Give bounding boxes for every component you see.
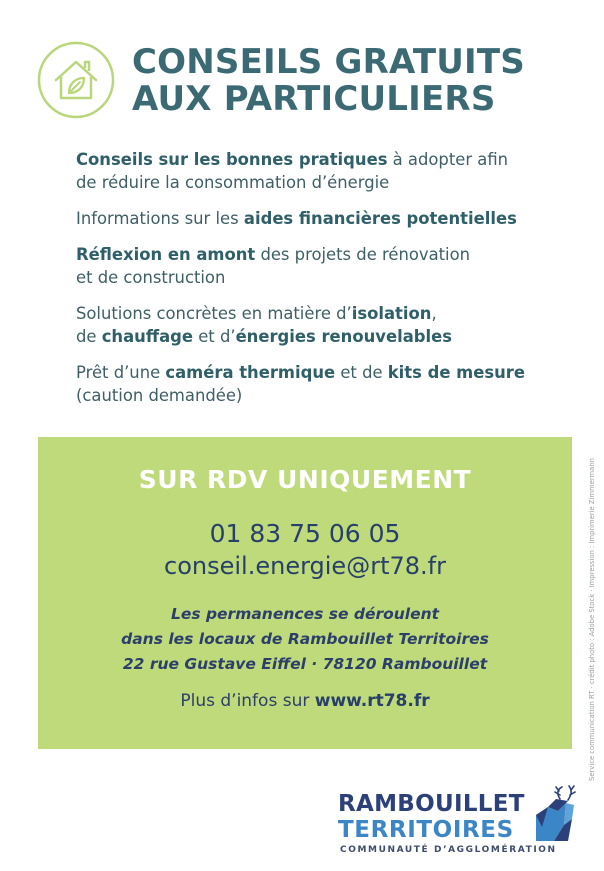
benefit-item [76,148,576,194]
email-address[interactable]: conseil.energie@rt78.fr [164,552,446,580]
benefit-text: et de [335,363,388,382]
benefit-line [76,207,576,230]
benefit-item [76,207,576,230]
benefit-text: des projets de rénovation [255,245,471,264]
benefit-item [76,302,576,348]
benefit-line [76,325,576,348]
benefit-text: , [431,304,437,323]
benefit-text: de [76,327,102,346]
location-line-1: Les permanences se déroulent [170,605,440,623]
page-title [132,44,572,118]
appointment-title: SUR RDV UNIQUEMENT [138,465,472,494]
benefit-highlight: kits de mesure [387,363,525,382]
benefit-item [76,243,576,289]
benefit-highlight: caméra thermique [165,363,336,382]
benefit-text: et de construction [76,268,226,287]
benefit-text: Solutions concrètes en matière d’ [76,304,352,323]
benefits-list [76,148,576,420]
benefit-text: Informations sur les [76,209,244,228]
benefit-line [76,384,576,407]
benefit-text: (caution demandée) [76,386,243,405]
benefit-highlight: aides financières potentielles [243,209,517,228]
logo-line-1: RAMBOUILLET [338,791,525,817]
benefit-text: de réduire la consommation d’énergie [76,173,390,192]
title-line-1: CONSEILS GRATUITS [132,42,525,82]
eco-house-icon [36,40,116,120]
benefit-line [76,302,576,325]
benefit-line [76,266,576,289]
logo-subtitle: COMMUNAUTÉ D’AGGLOMÉRATION [340,845,557,855]
more-info-prefix: Plus d’infos sur [180,691,315,711]
benefit-highlight: isolation [351,304,432,323]
benefit-text: Prêt d’une [76,363,166,382]
benefit-line [76,243,576,266]
benefit-highlight: Conseils sur les bonnes pratiques [76,150,388,169]
benefit-line [76,148,576,171]
website-link[interactable]: www.rt78.fr [314,691,430,711]
credit-text: Service communication RT · crédit photo : Adobe Stock · Impression : Imprimerie Zimmermann [588,458,596,781]
benefit-item [76,361,576,407]
benefit-line [76,171,576,194]
benefit-highlight: chauffage [101,327,194,346]
title-line-2: AUX PARTICULIERS [132,79,496,119]
deer-icon [528,785,584,841]
logo-line-2: TERRITOIRES [338,817,514,843]
rambouillet-territoires-logo [338,785,588,857]
benefit-text: à adopter afin [387,150,509,169]
phone-number[interactable]: 01 83 75 06 05 [209,519,401,548]
more-info [38,691,572,711]
location-info [38,602,572,677]
benefit-text: et d’ [193,327,236,346]
appointment-box [38,437,572,749]
benefit-line [76,361,576,384]
location-line-3: 22 rue Gustave Eiffel · 78120 Rambouillet [122,655,488,673]
benefit-highlight: énergies renouvelables [235,327,452,346]
location-line-2: dans les locaux de Rambouillet Territoires [121,630,489,648]
benefit-highlight: Réflexion en amont [76,245,256,264]
